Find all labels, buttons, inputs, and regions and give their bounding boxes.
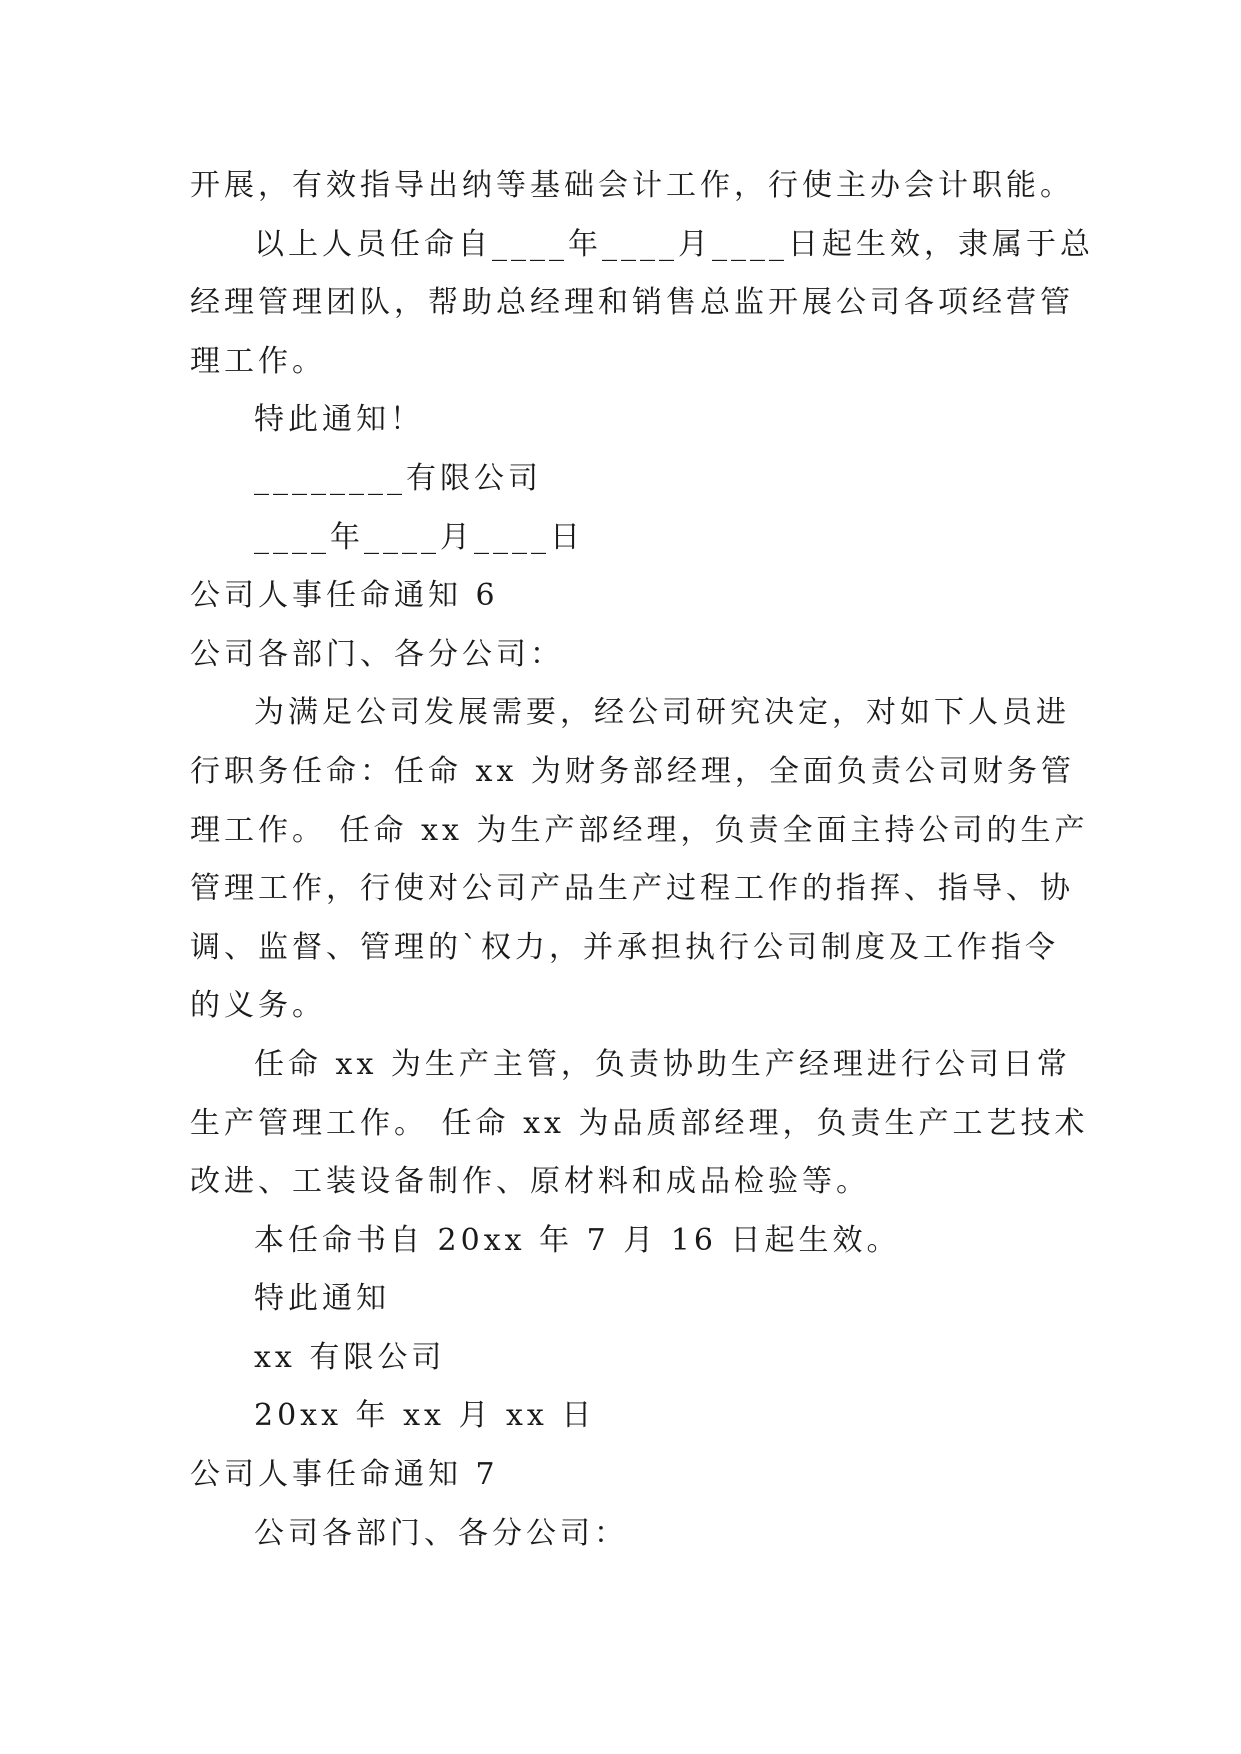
body-line: 理工作。 bbox=[190, 343, 326, 379]
body-line: 经理管理团队，帮助总经理和销售总监开展公司各项经营管 bbox=[190, 285, 1074, 321]
body-line: 为满足公司发展需要，经公司研究决定，对如下人员进 bbox=[254, 695, 1070, 731]
notice-closing: 特此通知 bbox=[254, 1281, 390, 1317]
company-signature: ________有限公司 bbox=[254, 460, 542, 496]
body-line: 生产管理工作。 任命 xx 为品质部经理，负责生产工艺技术 bbox=[190, 1105, 1089, 1141]
signature-date: 20xx 年 xx 月 xx 日 bbox=[254, 1398, 596, 1434]
body-line: 管理工作，行使对公司产品生产过程工作的指挥、指导、协 bbox=[190, 871, 1074, 907]
body-line: 的义务。 bbox=[190, 988, 326, 1024]
salutation: 公司各部门、各分公司： bbox=[254, 1515, 628, 1551]
section-heading: 公司人事任命通知 7 bbox=[190, 1457, 499, 1493]
body-line: 理工作。 任命 xx 为生产部经理，负责全面主持公司的生产 bbox=[190, 812, 1089, 848]
document-body bbox=[190, 157, 1094, 1563]
company-signature: xx 有限公司 bbox=[254, 1339, 446, 1375]
salutation: 公司各部门、各分公司： bbox=[190, 636, 564, 672]
body-line: 开展，有效指导出纳等基础会计工作，行使主办会计职能。 bbox=[190, 168, 1074, 203]
effective-date-line: 以上人员任命自____年____月____日起生效，隶属于总 bbox=[254, 226, 1094, 262]
body-line: 改进、工装设备制作、原材料和成品检验等。 bbox=[190, 1164, 870, 1200]
body-line: 行职务任命：任命 xx 为财务部经理，全面负责公司财务管 bbox=[190, 753, 1075, 789]
effective-date-line: 本任命书自 20xx 年 7 月 16 日起生效。 bbox=[254, 1222, 901, 1258]
body-line: 调、监督、管理的`权力，并承担执行公司制度及工作指令 bbox=[190, 929, 1059, 965]
section-heading: 公司人事任命通知 6 bbox=[190, 578, 499, 614]
body-line: 任命 xx 为生产主管，负责协助生产经理进行公司日常 bbox=[254, 1046, 1071, 1082]
signature-date: ____年____月____日 bbox=[254, 519, 584, 555]
notice-closing: 特此通知！ bbox=[254, 402, 424, 438]
